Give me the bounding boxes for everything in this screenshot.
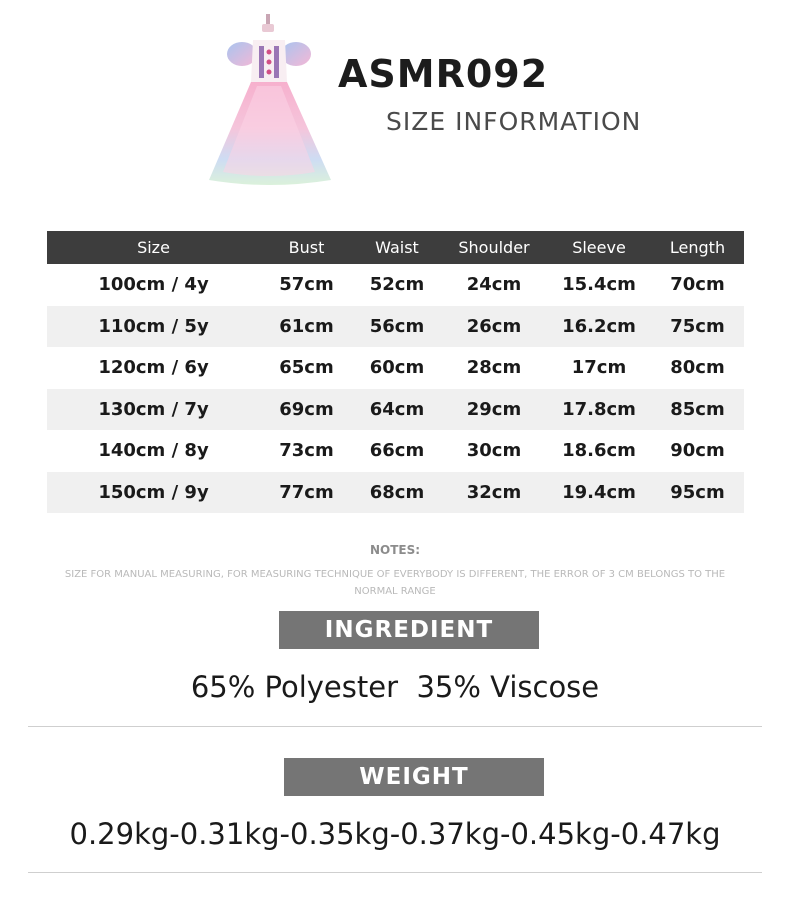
ingredient-composition: 65% Polyester 35% Viscose: [190, 670, 600, 704]
cell-bust: 69cm: [260, 389, 353, 431]
cell-size: 140cm / 8y: [98, 440, 209, 462]
cell-waist: 68cm: [353, 472, 441, 514]
cell-bust: 57cm: [279, 274, 334, 296]
size-chart-table: [47, 231, 744, 513]
cell-waist: 64cm: [353, 389, 441, 431]
cell-shoulder: 30cm: [466, 440, 522, 462]
header-shoulder: Shoulder: [441, 231, 547, 264]
cell-waist: 56cm: [353, 306, 441, 348]
product-code-title: ASMR092: [338, 52, 549, 96]
cell-bust: 61cm: [260, 306, 353, 348]
cell-sleeve: 19.4cm: [547, 472, 651, 514]
header-waist: Waist: [353, 231, 441, 264]
weight-banner: WEIGHT: [284, 758, 544, 796]
cell-length: 90cm: [670, 440, 725, 462]
cell-sleeve: 17.8cm: [547, 389, 651, 431]
cell-bust: 73cm: [279, 440, 334, 462]
table-row: [47, 264, 744, 306]
cell-shoulder: 29cm: [441, 389, 547, 431]
cell-sleeve: 18.6cm: [562, 440, 636, 462]
notes-text: SIZE FOR MANUAL MEASURING, FOR MEASURING TECHNIQUE OF EVERYBODY IS DIFFERENT, THE ERROR OF 3 CM BELONGS TO THE NORMAL RANGE: [64, 569, 726, 597]
section-divider: [28, 872, 762, 873]
cell-waist: 60cm: [369, 357, 425, 379]
table-row: [47, 347, 744, 389]
ingredient-banner: INGREDIENT: [279, 611, 539, 649]
notes-title: NOTES:: [369, 543, 421, 557]
cell-size: 110cm / 5y: [47, 306, 260, 348]
cell-sleeve: 15.4cm: [562, 274, 636, 296]
cell-bust: 77cm: [260, 472, 353, 514]
product-dress-image: [205, 12, 335, 187]
cell-size: 130cm / 7y: [47, 389, 260, 431]
header-sleeve: Sleeve: [547, 231, 651, 264]
cell-shoulder: 32cm: [441, 472, 547, 514]
table-row: [47, 472, 744, 514]
header-bust: Bust: [260, 231, 353, 264]
cell-shoulder: 24cm: [466, 274, 522, 296]
table-row: [47, 306, 744, 348]
cell-waist: 66cm: [369, 440, 425, 462]
cell-length: 75cm: [651, 306, 744, 348]
cell-length: 95cm: [651, 472, 744, 514]
size-information-subtitle: SIZE INFORMATION: [386, 107, 642, 136]
cell-size: 150cm / 9y: [47, 472, 260, 514]
table-row: [47, 430, 744, 472]
cell-bust: 65cm: [279, 357, 334, 379]
cell-sleeve: 17cm: [571, 357, 627, 379]
cell-sleeve: 16.2cm: [547, 306, 651, 348]
cell-size: 120cm / 6y: [98, 357, 209, 379]
cell-length: 70cm: [670, 274, 725, 296]
cell-length: 85cm: [651, 389, 744, 431]
header-size: Size: [47, 231, 260, 264]
header-length: Length: [651, 231, 744, 264]
weight-values: 0.29kg-0.31kg-0.35kg-0.37kg-0.45kg-0.47kg: [69, 817, 721, 851]
cell-length: 80cm: [670, 357, 725, 379]
cell-shoulder: 28cm: [466, 357, 522, 379]
table-row: [47, 389, 744, 431]
size-chart-header-row: [47, 231, 744, 264]
cell-shoulder: 26cm: [441, 306, 547, 348]
section-divider: [28, 726, 762, 727]
cell-waist: 52cm: [369, 274, 425, 296]
cell-size: 100cm / 4y: [98, 274, 209, 296]
